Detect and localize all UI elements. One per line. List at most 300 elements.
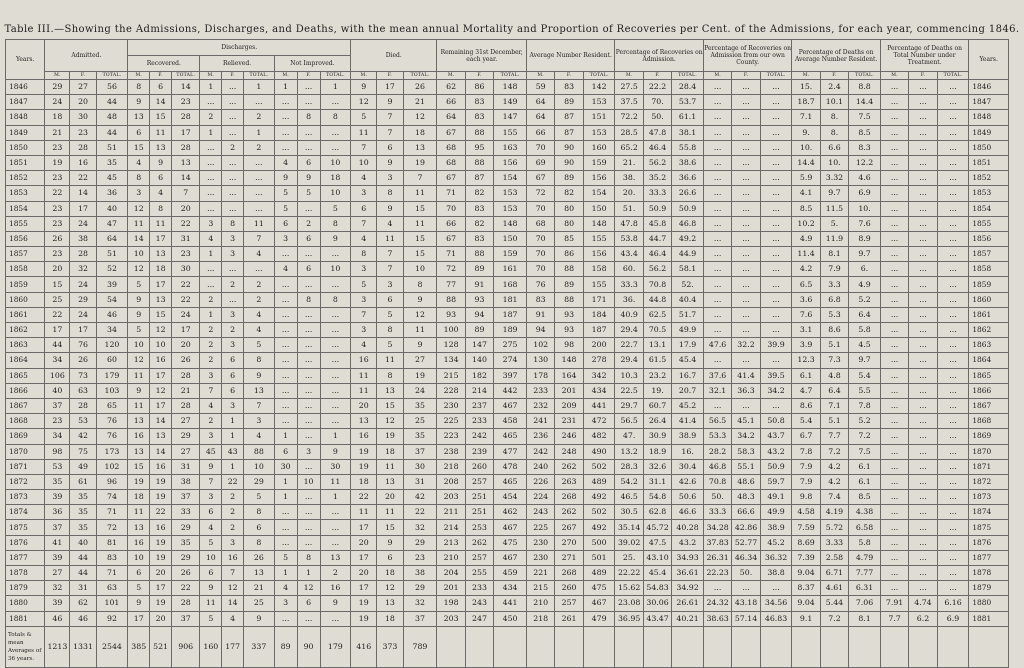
- table-cell: ...: [909, 201, 937, 216]
- table-cell: 10: [320, 186, 351, 201]
- table-cell: 5: [377, 338, 403, 353]
- table-cell: ...: [880, 566, 908, 581]
- table-cell: 184: [583, 307, 615, 322]
- table-row: [6, 596, 1009, 611]
- table-cell: 7: [200, 474, 222, 489]
- table-cell: 3.33: [820, 535, 848, 550]
- table-cell: 16.: [672, 444, 704, 459]
- table-cell: 13: [377, 474, 403, 489]
- table-cell: ...: [909, 353, 937, 368]
- year-cell: 1858: [969, 262, 1009, 277]
- table-cell: 40.4: [672, 292, 704, 307]
- table-cell: 2: [244, 277, 275, 292]
- table-cell: 57.14: [732, 611, 760, 626]
- table-cell: 29: [45, 80, 70, 95]
- table-cell: 29.7: [615, 398, 643, 413]
- table-cell: 24.32: [703, 596, 731, 611]
- table-cell: ...: [732, 186, 760, 201]
- table-cell: 22.5: [615, 383, 643, 398]
- table-cell: 4.61: [820, 581, 848, 596]
- table-cell: 34.56: [760, 596, 792, 611]
- table-cell: 46: [96, 307, 128, 322]
- table-cell: 236: [526, 429, 554, 444]
- table-cell: 213: [437, 535, 465, 550]
- table-cell: 501: [583, 550, 615, 565]
- table-cell: 22: [403, 505, 437, 520]
- table-cell: 41.4: [672, 414, 704, 429]
- table-cell: 11: [351, 125, 377, 140]
- table-cell: 53.7: [672, 95, 704, 110]
- table-cell: 82: [465, 216, 493, 231]
- table-cell: 12: [377, 414, 403, 429]
- table-cell: 24: [70, 216, 96, 231]
- table-cell: 3.1: [792, 323, 820, 338]
- header-average-resident: Average Number Resident.: [526, 40, 614, 72]
- table-cell: 4.6: [849, 171, 881, 186]
- table-cell: 5: [244, 490, 275, 505]
- table-cell: 9: [274, 171, 297, 186]
- year-cell: 1851: [6, 155, 45, 170]
- totals-cell: 1213: [45, 626, 70, 667]
- table-cell: 492: [583, 490, 615, 505]
- table-cell: 168: [494, 277, 527, 292]
- table-cell: 3: [274, 231, 297, 246]
- table-cell: 253: [465, 520, 493, 535]
- table-cell: 149: [494, 95, 527, 110]
- table-cell: 8.: [820, 125, 848, 140]
- table-cell: 23: [403, 550, 437, 565]
- table-cell: 76: [70, 338, 96, 353]
- table-cell: 10: [244, 459, 275, 474]
- table-cell: 7.2: [820, 611, 848, 626]
- table-cell: 20: [351, 398, 377, 413]
- sub-header-m: M.: [437, 72, 465, 80]
- table-cell: 88: [437, 292, 465, 307]
- sub-header-total: TOTAL.: [494, 72, 527, 80]
- table-cell: 13: [320, 550, 351, 565]
- table-cell: 492: [583, 520, 615, 535]
- table-cell: 94: [465, 307, 493, 322]
- table-cell: 479: [583, 611, 615, 626]
- table-cell: 56.5: [615, 414, 643, 429]
- table-cell: 58.1: [672, 262, 704, 277]
- table-cell: ...: [703, 323, 731, 338]
- table-cell: 45.72: [643, 520, 671, 535]
- table-cell: ...: [909, 581, 937, 596]
- table-cell: 81: [96, 535, 128, 550]
- table-cell: 148: [555, 353, 583, 368]
- table-row: [6, 611, 1009, 626]
- table-cell: 4: [274, 155, 297, 170]
- year-cell: 1877: [969, 550, 1009, 565]
- totals-cell: 789: [403, 626, 437, 667]
- table-cell: 6: [244, 520, 275, 535]
- table-cell: 3: [222, 338, 244, 353]
- table-cell: ...: [909, 566, 937, 581]
- table-cell: 228: [437, 383, 465, 398]
- table-cell: 1: [274, 490, 297, 505]
- table-cell: 4: [244, 323, 275, 338]
- table-cell: 64: [96, 231, 128, 246]
- table-cell: 15: [150, 307, 172, 322]
- table-cell: 2.4: [820, 80, 848, 95]
- table-cell: 32: [45, 581, 70, 596]
- table-cell: 203: [437, 611, 465, 626]
- table-cell: 40.9: [615, 307, 643, 322]
- table-cell: 18: [320, 171, 351, 186]
- year-cell: 1850: [969, 140, 1009, 155]
- table-cell: 45: [96, 171, 128, 186]
- table-cell: 211: [437, 505, 465, 520]
- table-cell: ...: [937, 231, 969, 246]
- sub-header-m: M.: [526, 72, 554, 80]
- table-cell: 1: [200, 247, 222, 262]
- table-cell: 7: [377, 110, 403, 125]
- table-cell: 30.4: [672, 459, 704, 474]
- table-cell: 233: [526, 383, 554, 398]
- table-row: [6, 490, 1009, 505]
- table-cell: ...: [760, 171, 792, 186]
- table-cell: 5: [320, 201, 351, 216]
- table-cell: 7.2: [849, 429, 881, 444]
- table-cell: 4: [351, 338, 377, 353]
- table-cell: ...: [937, 155, 969, 170]
- table-cell: 40.21: [672, 611, 704, 626]
- table-cell: 27: [172, 414, 200, 429]
- table-cell: 23.2: [643, 368, 671, 383]
- table-cell: ...: [880, 338, 908, 353]
- table-cell: ...: [222, 125, 244, 140]
- table-cell: ...: [909, 140, 937, 155]
- table-cell: 35: [70, 505, 96, 520]
- table-cell: 29: [70, 292, 96, 307]
- table-cell: 34.93: [672, 550, 704, 565]
- table-cell: 28.5: [615, 125, 643, 140]
- table-cell: 14: [222, 596, 244, 611]
- table-cell: ...: [320, 611, 351, 626]
- table-cell: ...: [320, 414, 351, 429]
- table-cell: ...: [732, 155, 760, 170]
- table-cell: 28.3: [615, 459, 643, 474]
- table-cell: 1: [244, 80, 275, 95]
- table-cell: 454: [494, 490, 527, 505]
- table-cell: 15: [403, 201, 437, 216]
- table-cell: 13: [351, 414, 377, 429]
- table-cell: 46.8: [672, 216, 704, 231]
- sub-header-f: F.: [820, 72, 848, 80]
- table-cell: 251: [465, 505, 493, 520]
- sub-header-total: TOTAL.: [672, 72, 704, 80]
- table-cell: 8.69: [792, 535, 820, 550]
- table-cell: 223: [437, 429, 465, 444]
- table-cell: 3: [351, 323, 377, 338]
- table-row: [6, 398, 1009, 413]
- year-cell: 1863: [6, 338, 45, 353]
- table-cell: 2: [200, 338, 222, 353]
- table-cell: 70.8: [703, 474, 731, 489]
- table-cell: ...: [880, 292, 908, 307]
- table-cell: 21: [403, 95, 437, 110]
- table-cell: 43.10: [643, 550, 671, 565]
- table-cell: 21: [244, 581, 275, 596]
- table-cell: 28: [70, 398, 96, 413]
- table-cell: 459: [494, 566, 527, 581]
- table-cell: 6.5: [792, 277, 820, 292]
- table-cell: 34.2: [732, 429, 760, 444]
- table-cell: 159: [583, 155, 615, 170]
- table-cell: 150: [494, 231, 527, 246]
- table-cell: ...: [880, 247, 908, 262]
- table-cell: ...: [222, 292, 244, 307]
- table-cell: ...: [937, 292, 969, 307]
- table-cell: 24: [45, 95, 70, 110]
- table-cell: 88: [244, 444, 275, 459]
- table-cell: 83: [465, 201, 493, 216]
- table-cell: 17: [172, 125, 200, 140]
- header-pct-deaths-treatment: Percentage of Deaths on Total Number under Treatment.: [880, 40, 968, 72]
- year-cell: 1865: [6, 368, 45, 383]
- table-cell: 9.7: [820, 186, 848, 201]
- table-cell: 38.1: [672, 125, 704, 140]
- table-cell: 6: [200, 566, 222, 581]
- table-cell: 31: [172, 231, 200, 246]
- table-cell: 467: [494, 398, 527, 413]
- table-cell: 434: [583, 383, 615, 398]
- table-cell: ...: [297, 459, 320, 474]
- table-cell: 475: [494, 535, 527, 550]
- totals-cell: 2544: [96, 626, 128, 667]
- table-cell: 27: [70, 80, 96, 95]
- table-cell: 61.5: [643, 353, 671, 368]
- year-cell: 1868: [6, 414, 45, 429]
- table-row: [6, 231, 1009, 246]
- table-cell: 18: [403, 125, 437, 140]
- table-cell: ...: [200, 277, 222, 292]
- empty-cell: [437, 626, 465, 667]
- statistics-table: [5, 39, 1009, 668]
- year-cell: 1850: [6, 140, 45, 155]
- table-cell: 36: [45, 505, 70, 520]
- table-cell: 489: [583, 566, 615, 581]
- table-cell: 15.62: [615, 581, 643, 596]
- table-cell: 8: [222, 216, 244, 231]
- table-cell: 38: [172, 474, 200, 489]
- table-cell: 7.8: [792, 444, 820, 459]
- table-cell: 16: [128, 429, 150, 444]
- table-cell: ...: [937, 216, 969, 231]
- table-cell: 50.9: [672, 201, 704, 216]
- table-cell: 76: [96, 429, 128, 444]
- table-cell: 13: [244, 383, 275, 398]
- table-cell: ...: [244, 155, 275, 170]
- table-cell: 29: [172, 520, 200, 535]
- table-cell: 27: [403, 353, 437, 368]
- table-cell: ...: [274, 140, 297, 155]
- table-cell: 6.: [849, 262, 881, 277]
- header-remaining: Remaining 31st December, each year.: [437, 40, 527, 72]
- table-cell: 103: [96, 383, 128, 398]
- table-cell: ...: [760, 186, 792, 201]
- table-cell: 6: [351, 201, 377, 216]
- table-cell: 13: [172, 155, 200, 170]
- table-cell: 214: [437, 520, 465, 535]
- table-cell: 28: [172, 596, 200, 611]
- table-cell: 45: [200, 444, 222, 459]
- table-cell: 9: [377, 535, 403, 550]
- table-cell: ...: [909, 307, 937, 322]
- sub-header-total: TOTAL.: [849, 72, 881, 80]
- empty-cell: [643, 626, 671, 667]
- table-cell: 83: [465, 231, 493, 246]
- table-cell: ...: [732, 95, 760, 110]
- table-cell: 19: [150, 535, 172, 550]
- table-cell: 82: [555, 186, 583, 201]
- table-cell: ...: [703, 186, 731, 201]
- totals-cell: 89: [274, 626, 297, 667]
- table-cell: 22: [45, 307, 70, 322]
- table-cell: ...: [937, 459, 969, 474]
- table-cell: 225: [526, 520, 554, 535]
- table-cell: 47.: [615, 429, 643, 444]
- table-cell: 20: [351, 566, 377, 581]
- table-cell: 218: [526, 611, 554, 626]
- table-cell: 50.6: [672, 490, 704, 505]
- empty-cell: [732, 626, 760, 667]
- table-cell: 12: [222, 581, 244, 596]
- table-cell: 5: [274, 186, 297, 201]
- table-cell: ...: [760, 247, 792, 262]
- table-cell: 221: [526, 566, 554, 581]
- table-cell: 465: [494, 429, 527, 444]
- table-cell: ...: [909, 216, 937, 231]
- table-cell: 29: [244, 474, 275, 489]
- table-cell: 64: [437, 110, 465, 125]
- table-cell: ...: [880, 231, 908, 246]
- table-cell: ...: [909, 80, 937, 95]
- table-cell: 12: [377, 581, 403, 596]
- table-cell: 10: [128, 247, 150, 262]
- table-cell: 8: [244, 353, 275, 368]
- table-cell: 46: [70, 611, 96, 626]
- table-cell: 49.2: [672, 231, 704, 246]
- table-cell: 35: [96, 155, 128, 170]
- table-cell: ...: [909, 505, 937, 520]
- table-cell: 7.6: [849, 216, 881, 231]
- table-cell: 179: [96, 368, 128, 383]
- table-cell: ...: [760, 353, 792, 368]
- table-cell: 6: [222, 353, 244, 368]
- table-cell: 17: [172, 323, 200, 338]
- table-cell: 4.9: [792, 231, 820, 246]
- table-cell: ...: [732, 171, 760, 186]
- table-cell: 6.6: [820, 140, 848, 155]
- table-cell: 6.1: [792, 368, 820, 383]
- sub-header-m: M.: [792, 72, 820, 80]
- table-cell: 43.18: [732, 596, 760, 611]
- table-cell: 248: [555, 444, 583, 459]
- table-cell: 1: [222, 459, 244, 474]
- table-cell: 20: [150, 566, 172, 581]
- table-cell: 8.1: [849, 611, 881, 626]
- table-cell: 450: [494, 611, 527, 626]
- table-cell: 20: [377, 490, 403, 505]
- table-cell: 17: [150, 398, 172, 413]
- table-cell: 47.6: [703, 338, 731, 353]
- table-cell: 3: [351, 262, 377, 277]
- table-cell: 490: [583, 444, 615, 459]
- table-cell: ...: [937, 398, 969, 413]
- table-cell: 11: [351, 368, 377, 383]
- table-cell: 182: [465, 368, 493, 383]
- table-cell: 147: [494, 110, 527, 125]
- sub-header-total: TOTAL.: [937, 72, 969, 80]
- table-cell: 56.2: [643, 155, 671, 170]
- totals-cell: 160: [200, 626, 222, 667]
- table-cell: 7.1: [820, 398, 848, 413]
- table-cell: 7.2: [820, 444, 848, 459]
- table-cell: 66.6: [732, 505, 760, 520]
- table-cell: 36.6: [672, 171, 704, 186]
- table-row: [6, 216, 1009, 231]
- table-cell: ...: [937, 444, 969, 459]
- table-cell: 154: [494, 171, 527, 186]
- table-cell: ...: [909, 444, 937, 459]
- table-cell: 7: [377, 262, 403, 277]
- table-cell: 16: [128, 535, 150, 550]
- table-cell: ...: [320, 323, 351, 338]
- table-row: [6, 474, 1009, 489]
- table-cell: 36.32: [760, 550, 792, 565]
- table-cell: 7: [200, 383, 222, 398]
- table-cell: 261: [555, 611, 583, 626]
- table-cell: 88: [555, 292, 583, 307]
- table-cell: ...: [244, 95, 275, 110]
- table-row: [6, 383, 1009, 398]
- table-cell: 13: [128, 414, 150, 429]
- table-cell: ...: [937, 307, 969, 322]
- table-cell: 23.08: [615, 596, 643, 611]
- table-cell: ...: [274, 414, 297, 429]
- table-cell: 5.44: [820, 596, 848, 611]
- table-cell: 148: [494, 216, 527, 231]
- table-cell: 46: [45, 611, 70, 626]
- table-cell: 7.77: [849, 566, 881, 581]
- table-cell: 173: [96, 444, 128, 459]
- table-cell: 74: [96, 490, 128, 505]
- table-cell: 14: [150, 414, 172, 429]
- table-cell: 2: [200, 292, 222, 307]
- table-cell: 28: [172, 140, 200, 155]
- table-cell: 260: [465, 459, 493, 474]
- table-cell: 20: [70, 95, 96, 110]
- table-cell: ...: [909, 292, 937, 307]
- totals-label: Totals & mean Averages of 36 years.: [6, 626, 45, 667]
- table-cell: 230: [526, 535, 554, 550]
- table-cell: 10: [403, 262, 437, 277]
- table-cell: 39: [45, 550, 70, 565]
- year-cell: 1879: [6, 581, 45, 596]
- table-cell: 21: [45, 125, 70, 140]
- table-cell: 14.4: [792, 155, 820, 170]
- empty-cell: [703, 626, 731, 667]
- table-cell: 75: [70, 444, 96, 459]
- table-cell: 89: [465, 323, 493, 338]
- table-cell: 36.61: [672, 566, 704, 581]
- sub-header-f: F.: [643, 72, 671, 80]
- table-cell: 33: [172, 505, 200, 520]
- table-cell: 44: [45, 338, 70, 353]
- table-cell: ...: [320, 353, 351, 368]
